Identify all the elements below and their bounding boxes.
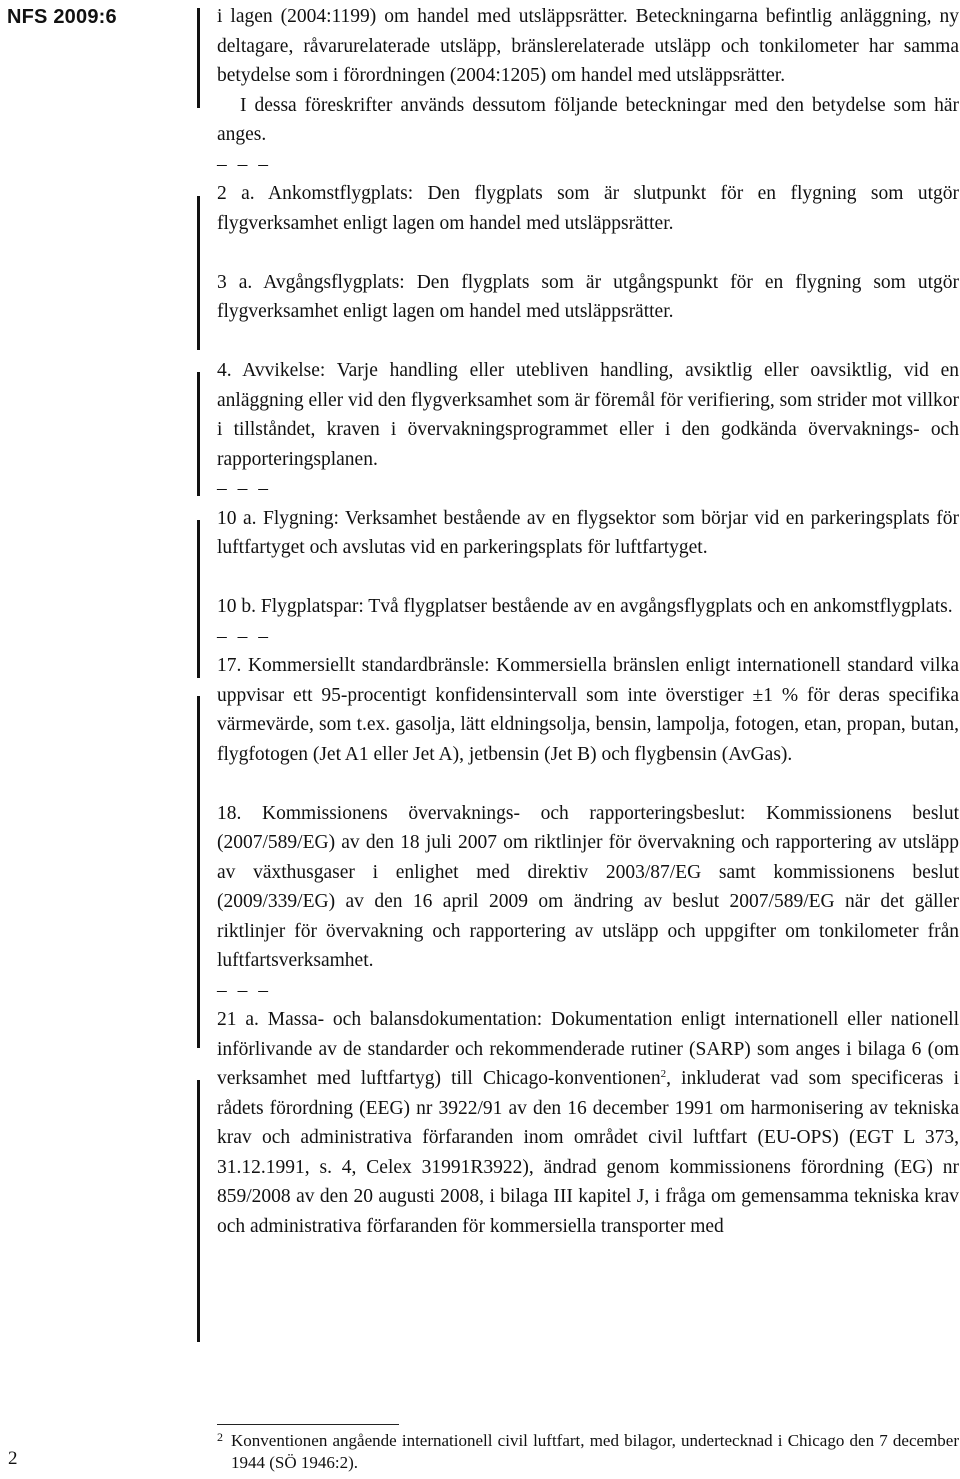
footnote-number: 2 — [217, 1430, 223, 1444]
paragraph-3a-avgangsflygplats: 3 a. Avgångsflygplats: Den flygplats som är utgångspunkt för en flygning som utgör flygverksamhet enligt lagen om handel med utsläppsrätter. — [217, 271, 959, 322]
change-bar — [197, 696, 200, 1048]
paragraph-2a-ankomstflygplats: 2 a. Ankomstflygplats: Den flygplats som är slutpunkt för en flygning som utgör flygverksamhet enligt lagen om handel med utsläppsrätter. — [217, 183, 959, 234]
footnote — [217, 1430, 959, 1474]
omission-marker: – – – — [217, 979, 271, 1001]
change-bar — [197, 196, 200, 350]
paragraph-additional-definitions: I dessa föreskrifter används dessutom följande beteckningar med den betydelse som här anges. — [217, 94, 959, 145]
document-series-label: NFS 2009:6 — [7, 6, 117, 28]
paragraph-4-avvikelse: 4. Avvikelse: Varje handling eller utebliven handling, avsiktlig eller oavsiktlig, vid en anläggning eller vid den flygverksamhet som är föremål för verifiering, som strider mot villkor i tillståndet, kraven i övervakningsprogrammet eller i den godkända övervaknings- och rapporteringsplanen. — [217, 360, 959, 470]
footnote-reference: 2 — [660, 1068, 667, 1080]
change-bar — [197, 8, 200, 108]
footnote-text: Konventionen angående internationell civil luftfart, med bilagor, undertecknad i Chicago den 7 december 1944 (SÖ 1946:2). — [231, 1431, 959, 1472]
omission-marker: – – – — [217, 153, 271, 175]
footnote-divider — [217, 1424, 399, 1425]
document-body — [217, 2, 959, 1241]
paragraph-10b-flygplatspar: 10 b. Flygplatspar: Två flygplatser bestående av en avgångsflygplats och en ankomstflygplats. — [217, 596, 953, 617]
paragraph-21a-text-start: 21 a. Massa- och balansdokumentation: Dokumentation enligt internationell eller nationell införlivande av de standarder och rekommenderade rutiner (SARP) som anges i bilaga 6 (om verksamhet med luftfartyg) till Chicago-konventionen — [217, 1009, 959, 1089]
paragraph-10a-flygning: 10 a. Flygning: Verksamhet bestående av en flygsektor som börjar vid en parkeringsplats för luftfartyget och avslutas vid en parkeringsplats för luftfartyget. — [217, 507, 959, 558]
change-bar — [197, 372, 200, 496]
omission-marker: – – – — [217, 478, 271, 499]
paragraph-21a-massa-och-balansdokumentation — [217, 1005, 959, 1241]
omission-marker: – – – — [217, 625, 271, 647]
change-bar — [197, 1080, 200, 1342]
change-bar — [197, 520, 200, 678]
paragraph-18-rapporteringsbeslut: 18. Kommissionens övervaknings- och rapporteringsbeslut: Kommissionens beslut (2007/589/EG) av den 18 juli 2007 om riktlinjer för övervakning och rapportering av utsläpp av växthusgaser i enlighet med direktiv 2003/87/EG samt kommissionens beslut (2009/339/EG) av den 16 april 2009 om ändring av beslut 2007/589/EG när det gäller riktlinjer för övervakning och rapportering av utsläpp och uppgifter om tonkilometer från luftfartsverksamhet. — [217, 802, 959, 971]
paragraph-definitions-intro: i lagen (2004:1199) om handel med utsläppsrätter. Beteckningarna befintlig anläggning, ny deltagare, råvarurelaterade utsläpp, bränslerelaterade utsläpp och tonkilometer har samma betydelse som i förordningen (2004:1205) om handel med utsläppsrätter. — [217, 6, 959, 86]
paragraph-17-kommersiellt-standardbransle: 17. Kommersiellt standardbränsle: Kommersiella bränslen enligt internationell standard vilka uppvisar ett 95-procentigt konfidensintervall som inte överstiger ±1 % för deras specifika värmevärde, som t.ex. gasolja, lätt eldningsolja, bensin, lampolja, fotogen, etan, propan, butan, flygfotogen (Jet A1 eller Jet A), jetbensin (Jet B) och flygbensin (AvGas). — [217, 655, 959, 765]
page-number: 2 — [8, 1448, 18, 1469]
paragraph-21a-text-end: , inkluderat vad som specificeras i rådets förordning (EEG) nr 3922/91 av den 16 december 1991 om harmonisering av tekniska krav och administrativa förfaranden inom området civil luftfart (EU-OPS) (EGT L 373, 31.12.1991, s. 4, Celex 31991R3922), ändrad genom kommissionens förordning (EG) nr 859/2008 av den 20 augusti 2008, i bilaga III kapitel J, i fråga om gemensamma tekniska krav och administrativa förfaranden för kommersiella transporter med — [217, 1068, 959, 1237]
